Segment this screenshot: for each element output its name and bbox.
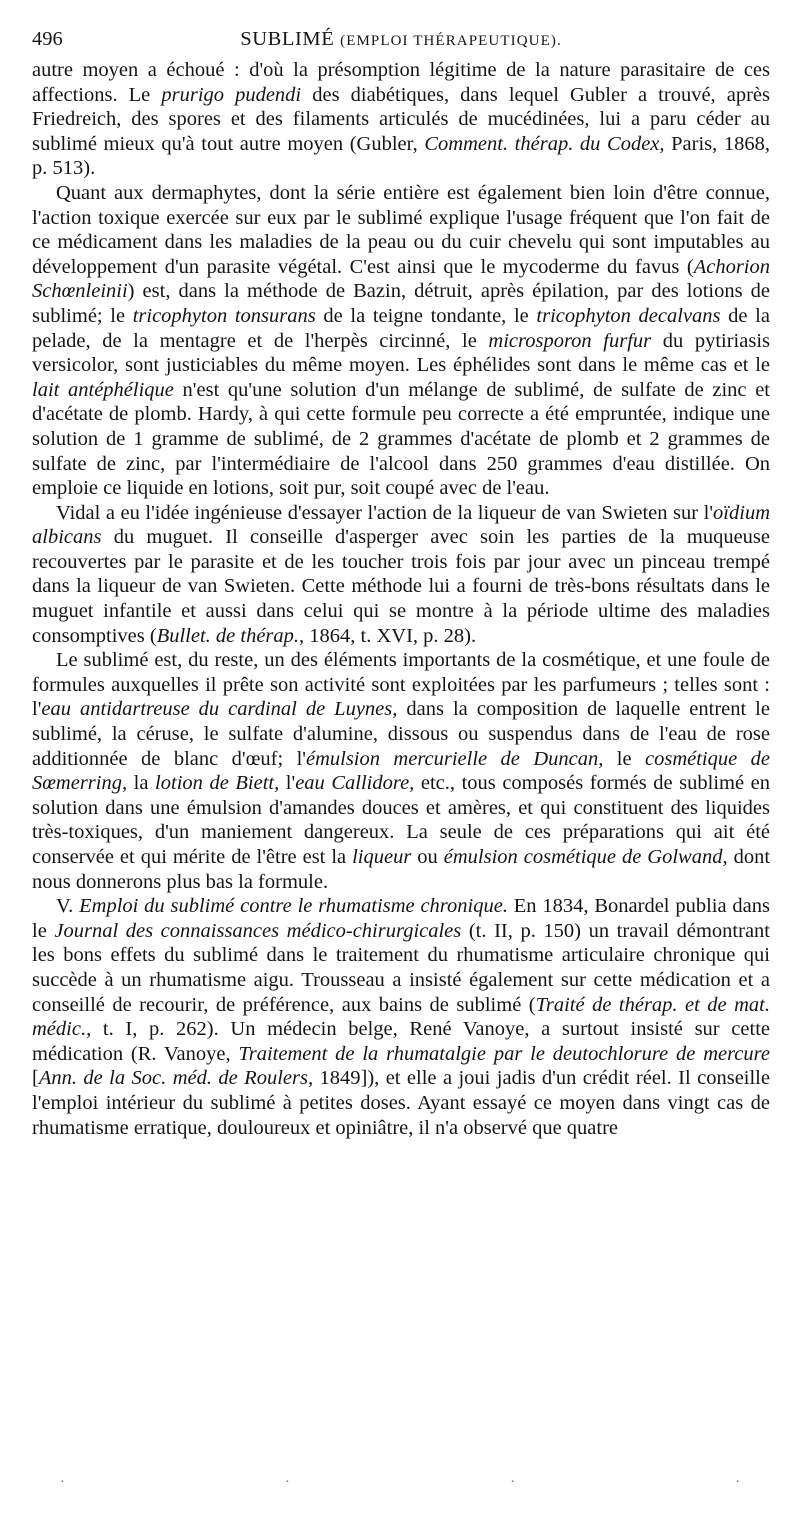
text-run: de la pelade, de la mentagre et de l'herpès circinné, le <box>32 304 770 352</box>
italic-run: eau antidartreuse du cardinal de Luynes, <box>41 698 398 721</box>
italic-run: Comment. thérap. du Codex, <box>424 132 665 155</box>
italic-run: Emploi du sublimé contre le rhumatisme chronique. <box>79 895 508 918</box>
paragraph-cosmetique <box>32 648 770 894</box>
text-run: la <box>127 772 156 795</box>
speck: · <box>735 1475 740 1490</box>
running-title <box>32 24 770 56</box>
text-run: l' <box>279 772 296 795</box>
text-run: (t. II, p. 150) un travail démontrant les bons effets du sublimé dans le traitement du rhumatisme articulaire chronique qui succède à un rhumatisme aigu. Trousseau a insisté également sur cette médication et a conseillé de recourir, de préférence, aux bains de sublimé ( <box>32 919 770 1016</box>
running-title-main: SUBLIMÉ <box>240 28 335 50</box>
italic-run: Traité de thérap. et de mat. médic., <box>32 993 770 1041</box>
text-run: du muguet. Il conseille d'asperger avec soin les parties de la muqueuse recouvertes par le parasite et de les toucher trois fois par jour avec un pinceau trempé dans la liqueur de van Swieten. Cette méthode lui a fourni de très-bons résultats dans le muguet infantile et aussi dans celui qui se montre à la période ultime des maladies consomptives ( <box>32 526 770 647</box>
text-run: Quant aux dermaphytes, dont la série entière est également bien loin d'être connue, l'action toxique exercée sur eux par le sublimé explique l'usage fréquent que l'on fait de ce médicament dans les maladies de la peau ou du cuir chevelu qui sont imputables au développement d'un parasite végétal. C'est ainsi que le mycoderme du favus ( <box>32 181 770 278</box>
italic-run: cosmétique de Sœmerring, <box>32 747 770 795</box>
text-run: dans la composition de laquelle entrent le sublimé, la céruse, le sulfate d'alumine, dissous ou suspendus dans de l'eau de rose additionnée de blanc d'œuf; l' <box>32 698 770 770</box>
italic-run: Journal des connaissances médico-chirurgicales <box>54 919 462 942</box>
paragraph-vidal <box>32 501 770 649</box>
running-title-sub: (EMPLOI THÉRAPEUTIQUE). <box>340 33 562 49</box>
italic-run: tricophyton tonsurans <box>132 304 316 327</box>
paragraph-dermaphytes <box>32 181 770 501</box>
italic-run: lotion de Biett, <box>155 772 280 795</box>
speck: · <box>285 1475 290 1490</box>
body-text <box>32 58 770 1140</box>
italic-run: Bullet. de thérap., <box>156 624 305 647</box>
italic-run: Achorion Schœnleinii <box>32 255 770 303</box>
italic-run: Ann. de la Soc. méd. de Roulers, <box>38 1067 314 1090</box>
italic-run: tricophyton decalvans <box>536 304 721 327</box>
italic-run: eau Callidore, <box>295 772 415 795</box>
text-run: de la teigne tondante, le <box>315 304 537 327</box>
italic-run: liqueur <box>352 846 412 868</box>
text-run: Le sublimé est, du reste, un des éléments importants de la cosmétique, et une foule de formules auxquelles il prête son activité sont exploitées par les parfumeurs ; telles sont : l' <box>32 649 770 721</box>
text-run: ) est, dans la méthode de Bazin, détruit, après épilation, par des lotions de sublimé; le <box>32 280 770 327</box>
text-run: le <box>603 747 645 770</box>
paragraph-continuation <box>32 58 770 181</box>
italic-run: Traitement de la rhumatalgie par le deutochlorure de mercure <box>238 1042 770 1065</box>
italic-run: émulsion cosmétique de Golwand, <box>443 846 728 868</box>
text-run: Vidal a eu l'idée ingénieuse d'essayer l'action de la liqueur de van Swieten sur l' <box>56 501 714 524</box>
page-foot-specks <box>60 1475 740 1491</box>
italic-run: lait antéphélique <box>32 378 174 401</box>
text-run: ou <box>411 846 444 868</box>
text-run: V. <box>56 895 80 918</box>
italic-run: microsporon furfur <box>488 329 652 352</box>
text-run: des diabétiques, dans lequel Gubler a trouvé, après Friedreich, des spores et des filaments articulés de mucédinées, lui a paru céder au sublimé mieux qu'à tout autre moyen (Gubler, <box>32 83 770 155</box>
text-run: du pytiriasis versicolor, sont justiciables du même moyen. Les éphélides sont dans le même cas et le <box>32 329 771 377</box>
running-header <box>32 24 770 54</box>
text-run: dont nous donnerons plus bas la formule. <box>32 846 771 893</box>
text-run: En 1834, Bonardel publia dans le <box>32 895 770 942</box>
paragraph-rhumatisme <box>32 894 770 1140</box>
speck: · <box>510 1475 515 1490</box>
italic-run: prurigo pudendi <box>161 83 302 106</box>
page-number: 496 <box>32 28 63 50</box>
text-run: 1849]), et elle a joui jadis d'un crédit réel. Il conseille l'emploi intérieur du sublimé à petites doses. Ayant essayé ce moyen dans vingt cas de rhumatisme erratique, douloureux et opiniâtre, il n'a observé que quatre <box>32 1067 770 1139</box>
italic-run: oïdium albicans <box>32 501 770 549</box>
text-run: etc., tous composés formés de sublimé en solution dans une émulsion d'amandes douces et amères, et qui constituent des liquides très-toxiques, d'un maniement dangereux. La seule de ces préparations qui ait été conservée et qui mérite de l'être est la <box>32 772 771 868</box>
speck: · <box>60 1475 65 1490</box>
text-run: 1864, t. XVI, p. 28). <box>304 624 477 647</box>
text-run: [ <box>32 1067 39 1090</box>
text-run: autre moyen a échoué : d'où la présomption légitime de la nature parasitaire de ces affections. Le <box>32 59 770 106</box>
text-run: Paris, 1868, p. 513). <box>32 132 770 180</box>
text-run: t. I, p. 262). Un médecin belge, René Vanoye, a surtout insisté sur cette médication (R. Vanoye, <box>32 1018 770 1065</box>
italic-run: émulsion mercurielle de Duncan, <box>305 747 604 770</box>
text-run: n'est qu'une solution d'un mélange de sublimé, de sulfate de zinc et d'acétate de plomb. Hardy, à qui cette formule peu correcte a été empruntée, indique une solution de 1 gramme de sublimé, de 2 grammes d'acétate de plomb et 2 grammes de sulfate de zinc, par l'intermédiaire de l'alcool dans 250 grammes d'eau distillée. On emploie ce liquide en lotions, soit pur, soit coupé avec de l'eau. <box>32 378 770 500</box>
